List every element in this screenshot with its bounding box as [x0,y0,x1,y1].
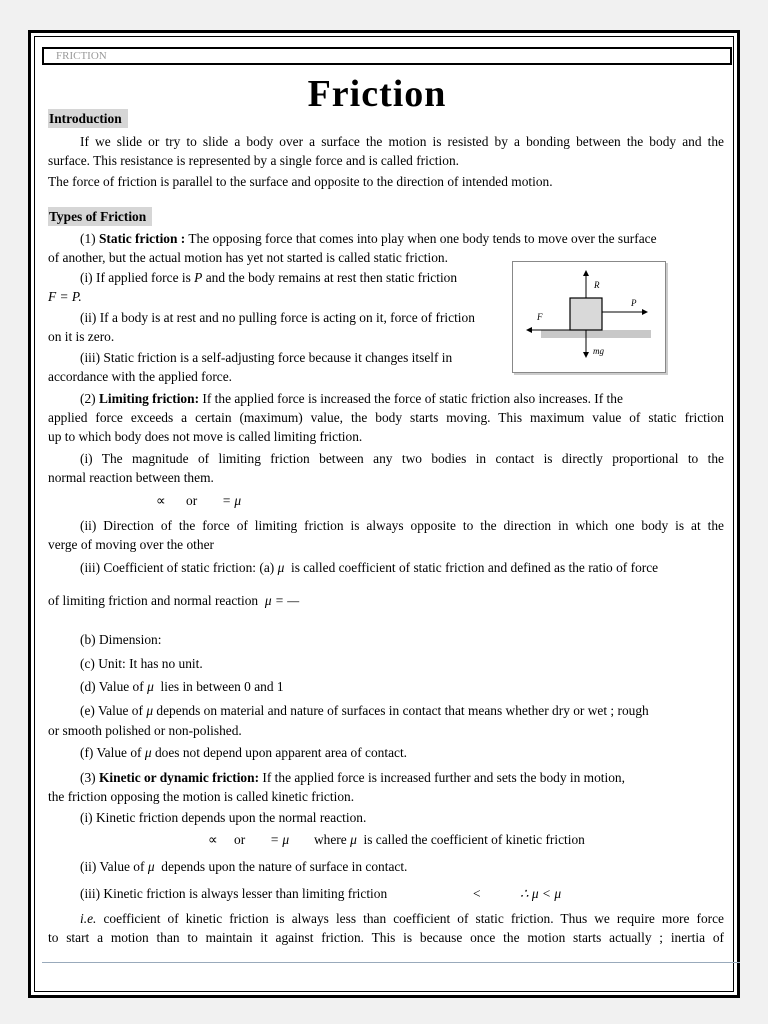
para-line: (iii) Kinetic friction is always lesser than limiting friction [80,886,388,901]
document-page [28,30,740,998]
para-line: (ii) Value of μ depends upon the nature of surface in contact. [80,859,408,874]
para-line: (i) If applied force is P and the body remains at rest then static friction [80,270,458,285]
equation: F = P. [48,289,82,304]
para-line: of limiting friction and normal reaction μ = — [48,593,300,608]
equation-note: where μ is called the coefficient of kinetic friction [314,832,585,847]
running-header-title: FRICTION [56,50,107,62]
para-line: (iii) Coefficient of static friction: (a) μ is called coefficient of static friction and defined as the ratio of force [80,560,659,575]
surface [541,330,651,338]
para-line: applied force exceeds a certain (maximum) value, the body starts moving. This maximum value of static friction [48,410,724,425]
para-line: (i) The magnitude of limiting friction between any two bodies in contact is directly proportional to the [80,451,724,466]
list-item-d: (d) Value of μ lies in between 0 and 1 [80,679,284,694]
equation-prop: ∝ [156,493,166,508]
para-line: (ii) Direction of the force of limiting friction is always opposite to the direction in which one body is at the [80,518,724,533]
equation-eq: = μ [222,493,242,508]
para-line: normal reaction between them. [48,470,214,485]
para-line: or smooth polished or non-polished. [48,723,242,738]
heading-types-of-friction: Types of Friction [48,207,152,226]
equation-or: or [186,493,198,508]
equation-eq: = μ [270,832,290,847]
para-line: i.e. coefficient of kinetic friction is always less than coefficient of static friction. Thus we require more force [80,911,724,926]
para-line: The force of friction is parallel to the surface and opposite to the direction of intended motion. [48,174,553,189]
list-item-kinetic: (3) Kinetic or dynamic friction: If the applied force is increased further and sets the body in motion, [80,770,625,785]
label-R: R [594,280,600,290]
para-line: If we slide or try to slide a body over a surface the motion is resisted by a bonding between the body and the [80,134,724,149]
para-line: on it is zero. [48,329,115,344]
inequality: < [473,886,481,901]
label-F: F [537,312,543,322]
label-mg: mg [593,346,604,356]
list-item-f: (f) Value of μ does not depend upon apparent area of contact. [80,745,408,760]
para-line: (iii) Static friction is a self-adjusting force because it changes itself in [80,350,453,365]
list-item-static: (1) Static friction : The opposing force that comes into play when one body tends to move over the surface [80,231,657,246]
friction-diagram-svg [513,262,665,372]
para-line: accordance with the applied force. [48,369,233,384]
equation-prop: ∝ [208,832,218,847]
para-line: of another, but the actual motion has yet not started is called static friction. [48,250,448,265]
friction-diagram [512,261,666,373]
inequality-relation: ∴ μ < μ [520,886,562,901]
list-item-b: (b) Dimension: [80,632,162,647]
para-line: the friction opposing the motion is called kinetic friction. [48,789,355,804]
list-item-e: (e) Value of μ depends on material and nature of surfaces in contact that means whether dry or wet ; rough [80,703,649,718]
para-line: (i) Kinetic friction depends upon the normal reaction. [80,810,367,825]
para-line: surface. This resistance is represented by a single force and is called friction. [48,153,459,168]
para-line: to start a motion than to maintain it against friction. This is because once the motion starts actually ; inertia of [48,930,724,945]
para-line: verge of moving over the other [48,537,214,552]
footer-divider [42,962,740,963]
running-header [42,47,732,65]
page-border [34,36,734,992]
list-item-limiting: (2) Limiting friction: If the applied force is increased the force of static friction also increases. If the [80,391,623,406]
heading-introduction: Introduction [48,109,128,128]
block [570,298,602,330]
para-line: up to which body does not move is called limiting friction. [48,429,363,444]
page-title: Friction [307,73,447,115]
para-line: (ii) If a body is at rest and no pulling force is acting on it, force of friction [80,310,475,325]
equation-or: or [234,832,246,847]
label-P: P [631,298,637,308]
list-item-c: (c) Unit: It has no unit. [80,656,203,671]
